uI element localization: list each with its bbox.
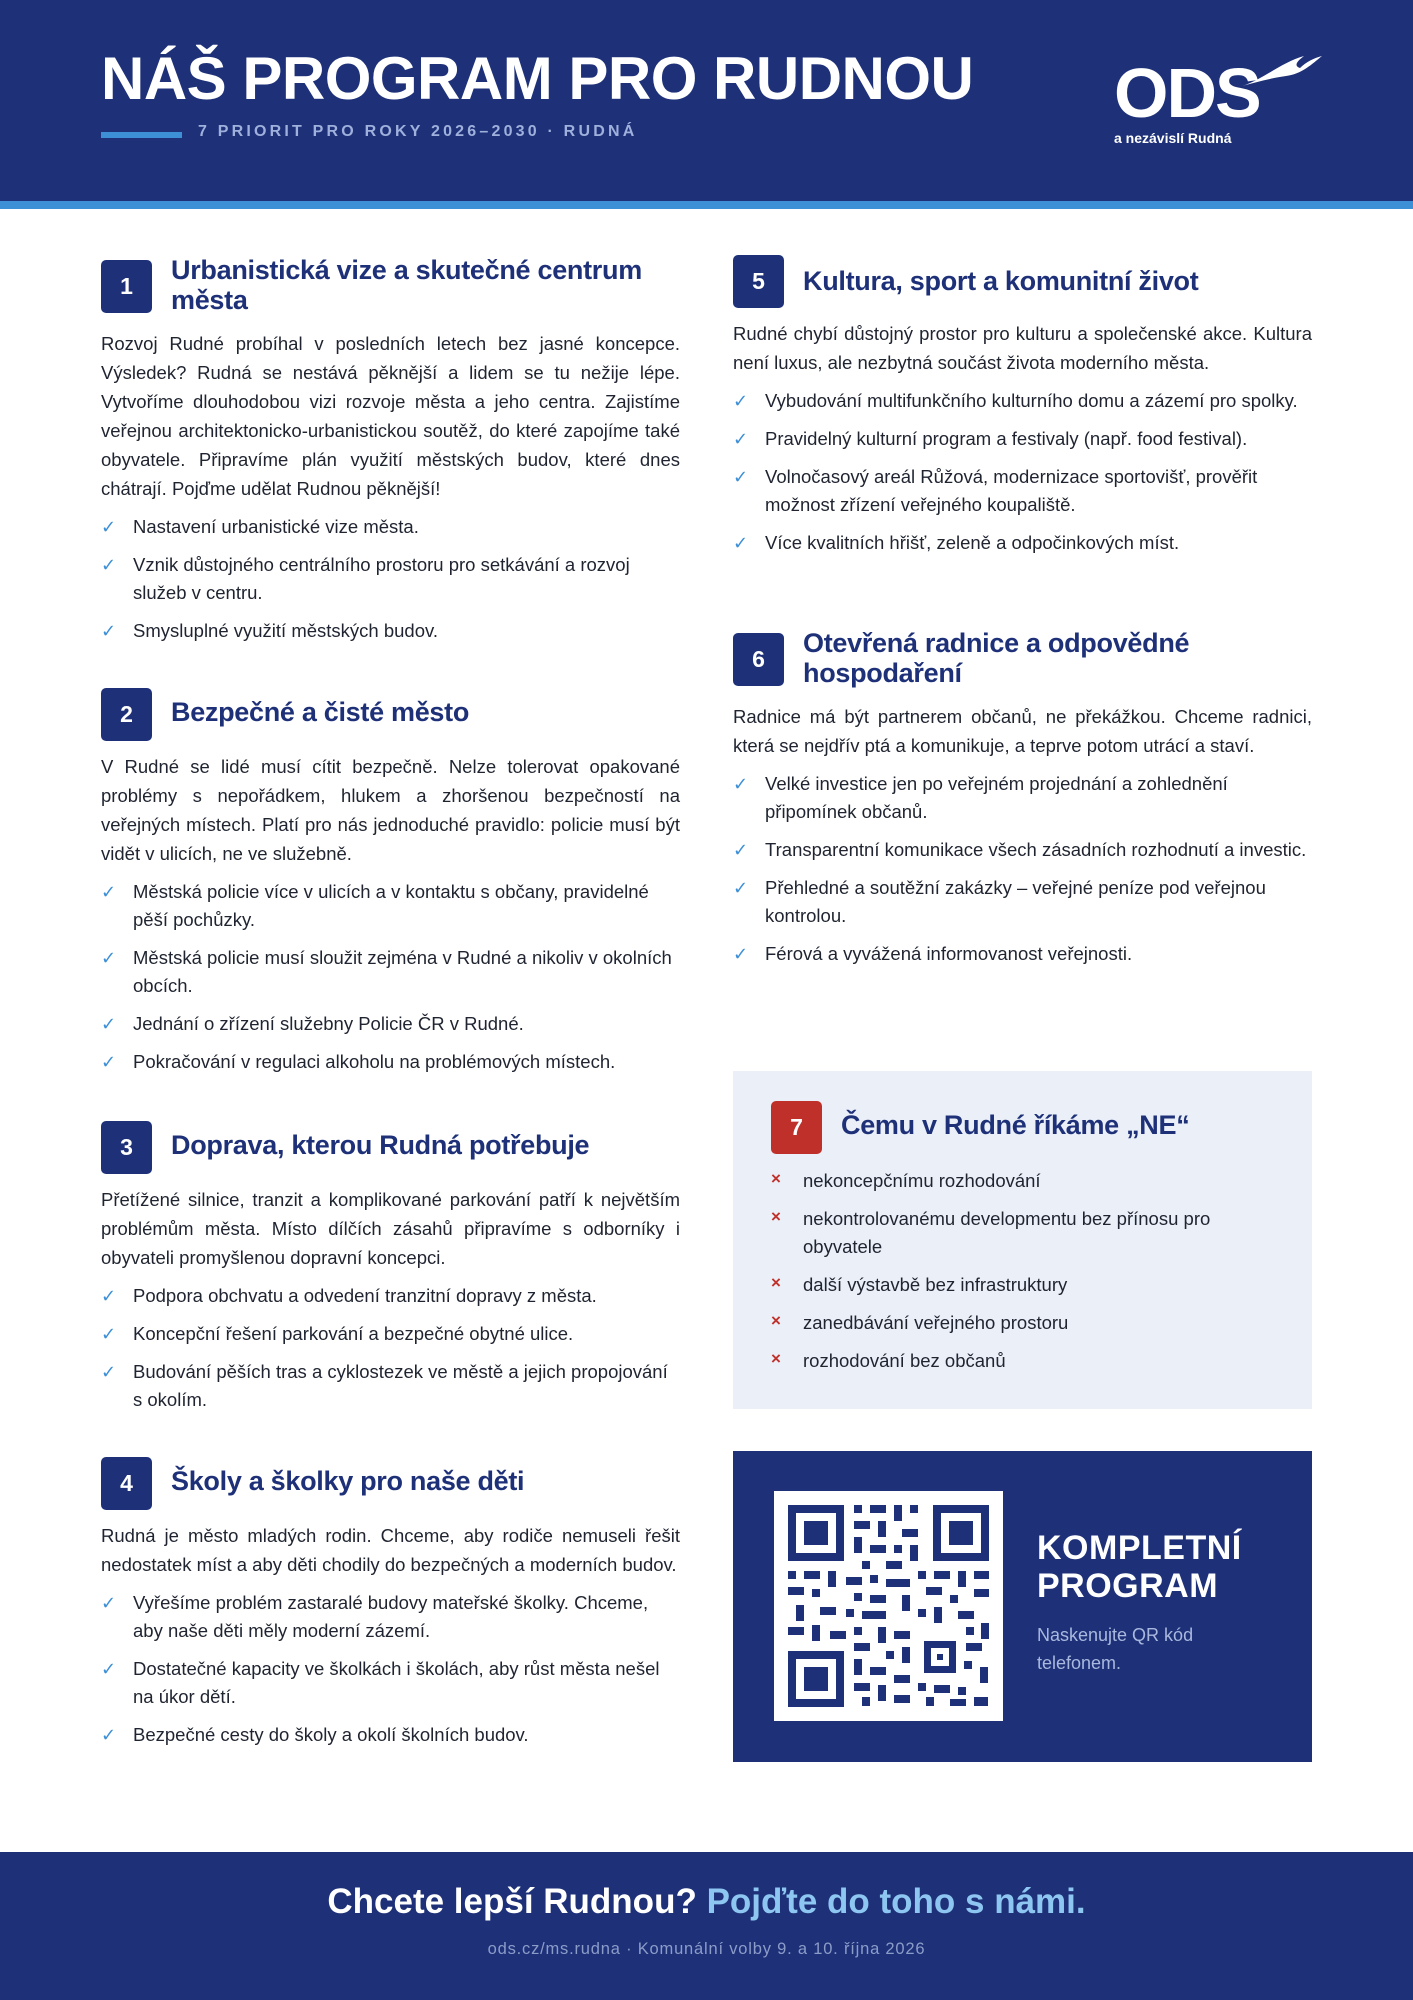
list-item: ✓ Nastavení urbanistické vize města. — [101, 513, 680, 541]
list-item: ✓ Pravidelný kulturní program a festivaly (např. food festival). — [733, 425, 1312, 453]
list-item: ✓ Koncepční řešení parkování a bezpečné obytné ulice. — [101, 1320, 680, 1348]
section-number-badge: 2 — [101, 688, 152, 741]
header-subtitle: 7 PRIORIT PRO ROKY 2026–2030 · RUDNÁ — [198, 123, 638, 140]
footer-cta-accent: Pojďte do toho s námi. — [706, 1882, 1086, 1921]
list-item: × další výstavbě bez infrastruktury — [771, 1271, 1281, 1299]
section-title: Čemu v Rudné říkáme „NE“ — [841, 1110, 1190, 1140]
priority-section-3 — [101, 1121, 680, 1414]
check-icon: ✓ — [733, 429, 749, 449]
header-accent-line — [101, 132, 182, 138]
check-icon: ✓ — [101, 882, 117, 902]
check-icon: ✓ — [101, 948, 117, 968]
check-icon: ✓ — [101, 1362, 117, 1382]
list-item: ✓ Městská policie musí sloužit zejména v Rudné a nikoliv v okolních obcích. — [101, 944, 680, 1000]
section-description: Rozvoj Rudné probíhal v posledních letech bez jasné koncepce. Výsledek? Rudná se nestává pěknější a lidem se tu nežije lépe. Vytvoříme dlouhodobou vizi rozvoje města a jeho centra. Zajistíme veřejnou architektonicko-urbanistickou soutěž, do které zapojíme také obyvatele. Připravíme plán využití městských budov, které dnes chátrají. Pojďme udělat Rudnou pěknější! — [101, 333, 680, 499]
section-number-badge: 4 — [101, 1457, 152, 1510]
check-icon: ✓ — [101, 517, 117, 537]
check-icon: ✓ — [101, 1014, 117, 1034]
check-icon: ✓ — [101, 555, 117, 575]
list-item: ✓ Jednání o zřízení služebny Policie ČR v Rudné. — [101, 1010, 680, 1038]
section-title: Kultura, sport a komunitní život — [803, 266, 1199, 296]
cross-icon: × — [771, 1311, 781, 1330]
check-icon: ✓ — [101, 1725, 117, 1745]
check-icon: ✓ — [733, 391, 749, 411]
section-description: Rudná je město mladých rodin. Chceme, aby rodiče nemuseli řešit nedostatek míst a aby děti chodily do bezpečných a moderních budov. — [101, 1525, 680, 1575]
cross-icon: × — [771, 1169, 781, 1188]
priority-section-1 — [101, 255, 680, 645]
section-title: Bezpečné a čisté město — [171, 697, 470, 727]
list-item: × nekoncepčnímu rozhodování — [771, 1167, 1281, 1195]
priority-section-7 — [771, 1101, 1281, 1375]
qr-title: KOMPLETNÍ PROGRAM — [1037, 1529, 1242, 1605]
check-icon: ✓ — [733, 533, 749, 553]
check-icon: ✓ — [101, 1324, 117, 1344]
list-item: ✓ Vyřešíme problém zastaralé budovy mateřské školky. Chceme, aby naše děti měly moderní zázemí. — [101, 1589, 680, 1645]
priority-section-5 — [733, 255, 1312, 557]
footer-cta-main: Chcete lepší Rudnou? — [327, 1882, 697, 1921]
footer-info: ods.cz/ms.rudna · Komunální volby 9. a 10. října 2026 — [487, 1940, 926, 1958]
section-title: Urbanistická vize a skutečné centrum města — [171, 255, 642, 315]
list-item: ✓ Podpora obchvatu a odvedení tranzitní dopravy z města. — [101, 1282, 680, 1310]
check-icon: ✓ — [101, 1659, 117, 1679]
cross-icon: × — [771, 1207, 781, 1226]
priority-section-2 — [101, 688, 680, 1076]
list-item: × zanedbávání veřejného prostoru — [771, 1309, 1281, 1337]
list-item: ✓ Více kvalitních hřišť, zeleně a odpočinkových míst. — [733, 529, 1312, 557]
logo-subtext: a nezávislí Rudná — [1114, 130, 1232, 146]
page-title: NÁŠ PROGRAM PRO RUDNOU — [101, 45, 974, 112]
header-stripe — [0, 201, 1413, 209]
section-title: Doprava, kterou Rudná potřebuje — [171, 1130, 590, 1160]
section-number-badge: 5 — [733, 255, 784, 308]
list-item: ✓ Transparentní komunikace všech zásadních rozhodnutí a investic. — [733, 836, 1312, 864]
list-item: × nekontrolovanému developmentu bez přínosu pro obyvatele — [771, 1205, 1281, 1261]
section-title: Otevřená radnice a odpovědné hospodaření — [803, 628, 1190, 688]
list-item: ✓ Přehledné a soutěžní zakázky – veřejné peníze pod veřejnou kontrolou. — [733, 874, 1312, 930]
check-icon: ✓ — [101, 1286, 117, 1306]
ods-logo — [1112, 52, 1322, 152]
check-icon: ✓ — [101, 621, 117, 641]
list-item: ✓ Dostatečné kapacity ve školkách i školách, aby růst města nešel na úkor dětí. — [101, 1655, 680, 1711]
check-icon: ✓ — [101, 1593, 117, 1613]
list-item: ✓ Městská policie více v ulicích a v kontaktu s občany, pravidelné pěší pochůzky. — [101, 878, 680, 934]
check-icon: ✓ — [101, 1052, 117, 1072]
cross-icon: × — [771, 1349, 781, 1368]
qr-code-icon — [774, 1491, 1003, 1721]
section-number-badge: 6 — [733, 633, 784, 686]
section-description: Radnice má být partnerem občanů, ne překážkou. Chceme radnici, která se nejdřív ptá a komunikuje, a teprve potom utrácí a staví. — [733, 706, 1312, 756]
qr-code[interactable] — [774, 1491, 1003, 1721]
footer-cta — [0, 1882, 1413, 1922]
section-number-badge: 7 — [771, 1101, 822, 1154]
list-item: ✓ Vznik důstojného centrálního prostoru pro setkávání a rozvoj služeb v centru. — [101, 551, 680, 607]
section-description: V Rudné se lidé musí cítit bezpečně. Nelze tolerovat opakované problémy s nepořádkem, hlukem a zhoršenou bezpečností na veřejných místech. Platí pro nás jednoduché pravidlo: policie musí být vidět v ulicích, ne ve služebně. — [101, 756, 680, 864]
logo-wordmark: ODS — [1114, 54, 1260, 132]
check-icon: ✓ — [733, 944, 749, 964]
list-item: ✓ Budování pěších tras a cyklostezek ve městě a jejich propojování s okolím. — [101, 1358, 680, 1414]
priority-section-4 — [101, 1457, 680, 1749]
list-item: ✓ Velké investice jen po veřejném projednání a zohlednění připomínek občanů. — [733, 770, 1312, 826]
list-item: ✓ Smysluplné využití městských budov. — [101, 617, 680, 645]
list-item: ✓ Vybudování multifunkčního kulturního domu a zázemí pro spolky. — [733, 387, 1312, 415]
section-number-badge: 3 — [101, 1121, 152, 1174]
check-icon: ✓ — [733, 467, 749, 487]
section-number-badge: 1 — [101, 260, 152, 313]
list-item: ✓ Volnočasový areál Růžová, modernizace sportovišť, prověřit možnost zřízení veřejného koupaliště. — [733, 463, 1312, 519]
qr-promo-box — [733, 1451, 1312, 1762]
no-list-box — [733, 1071, 1312, 1409]
check-icon: ✓ — [733, 774, 749, 794]
section-description: Rudné chybí důstojný prostor pro kulturu a společenské akce. Kultura není luxus, ale nezbytná součást života moderního města. — [733, 323, 1312, 373]
list-item: ✓ Férová a vyvážená informovanost veřejnosti. — [733, 940, 1312, 968]
list-item: ✓ Bezpečné cesty do školy a okolí školních budov. — [101, 1721, 680, 1749]
priority-section-6 — [733, 628, 1312, 968]
header-band — [0, 0, 1413, 201]
list-item: ✓ Pokračování v regulaci alkoholu na problémových místech. — [101, 1048, 680, 1076]
qr-subtitle: Naskenujte QR kód telefonem. — [1037, 1625, 1194, 1673]
check-icon: ✓ — [733, 878, 749, 898]
section-title: Školy a školky pro naše děti — [171, 1466, 525, 1496]
cross-icon: × — [771, 1273, 781, 1292]
section-description: Přetížené silnice, tranzit a komplikované parkování patří k největším problémům města. Místo dílčích zásahů připravíme s odborníky i obyvateli promyšlenou dopravní koncepci. — [101, 1189, 680, 1268]
list-item: × rozhodování bez občanů — [771, 1347, 1281, 1375]
check-icon: ✓ — [733, 840, 749, 860]
footer-band — [0, 1852, 1413, 2000]
